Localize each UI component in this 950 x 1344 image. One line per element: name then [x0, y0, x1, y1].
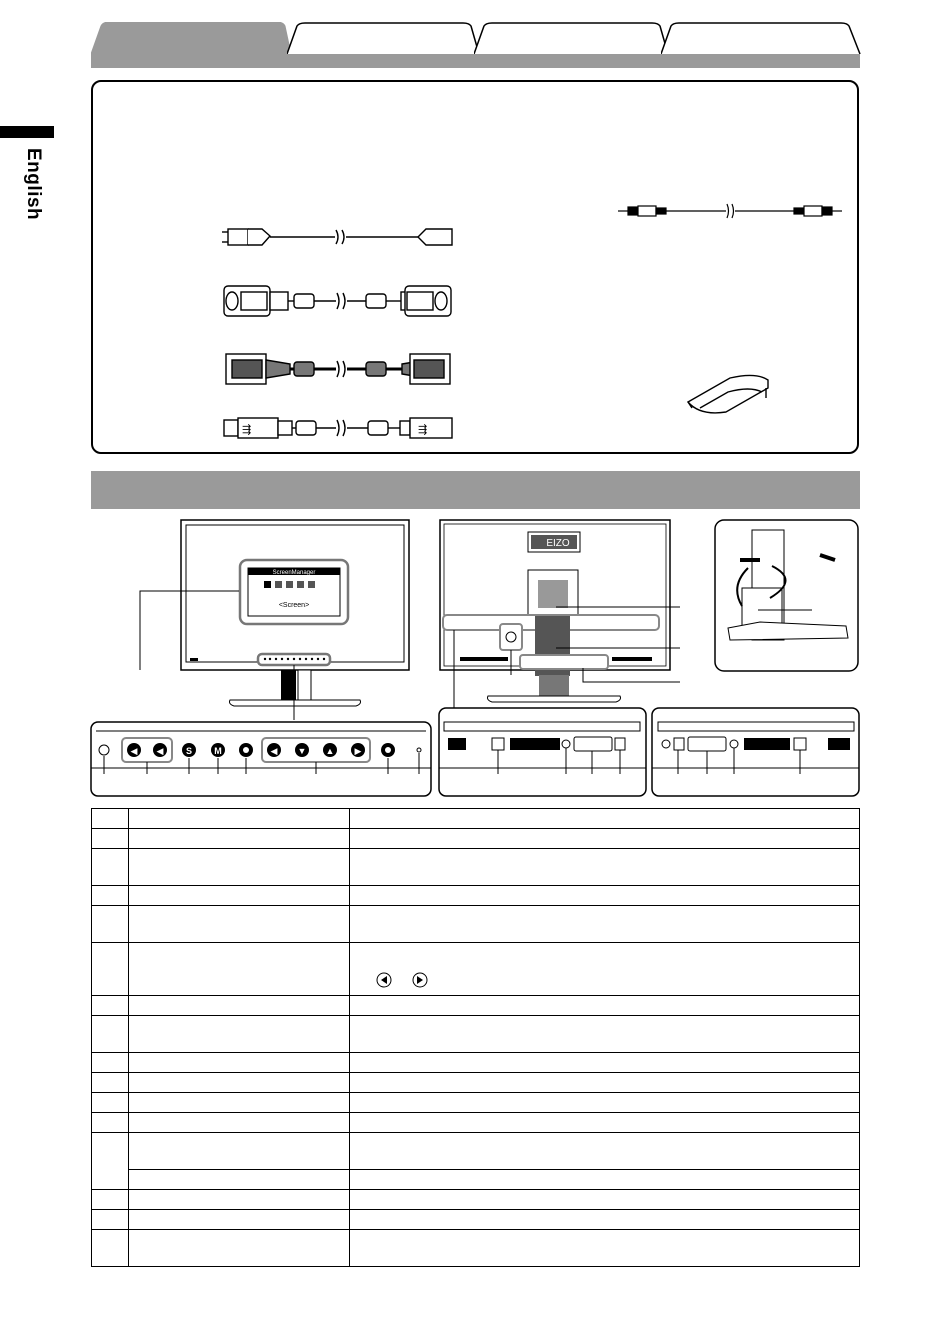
dvi-cable-icon: [224, 286, 451, 316]
table-row: [92, 1113, 860, 1133]
table-row: [92, 1190, 860, 1210]
svg-text:⇶: ⇶: [242, 424, 252, 436]
controls-section-header: [91, 471, 860, 509]
svg-text:◀: ◀: [270, 746, 278, 756]
table-row: [92, 1073, 860, 1093]
svg-text:S: S: [185, 746, 193, 756]
package-illustrations: [0, 0, 950, 470]
front-monitor-illustration: [140, 520, 409, 720]
svg-text:◀: ◀: [130, 746, 138, 756]
audio-cable-icon: [618, 204, 842, 218]
table-row: [92, 1093, 860, 1113]
back-monitor-illustration: [440, 520, 680, 708]
table-row: [92, 886, 860, 906]
controls-table: [91, 808, 860, 1267]
table-row: [92, 996, 860, 1016]
table-row: [92, 1230, 860, 1267]
arrow-buttons-inline: [376, 972, 436, 988]
svg-text:▼: ▼: [297, 746, 307, 756]
table-row: [92, 1133, 860, 1170]
rear-port-strip-2: [652, 708, 859, 796]
monitor-diagrams: [0, 510, 950, 800]
table-row: [92, 809, 860, 829]
front-button-strip: [91, 722, 431, 796]
table-row: [92, 1210, 860, 1230]
rear-port-strip-1: [439, 708, 646, 796]
svg-text:▲: ▲: [325, 746, 335, 756]
svg-text:◀: ◀: [156, 746, 164, 756]
d-sub-cable-icon: [226, 354, 450, 384]
screen-manager-title: ScreenManager: [272, 570, 316, 576]
table-row: [92, 906, 860, 943]
table-row: [92, 849, 860, 886]
language-label: English: [23, 148, 44, 221]
table-row: [92, 1170, 860, 1190]
usb-cable-icon: [224, 418, 452, 438]
svg-text:⇶: ⇶: [418, 424, 428, 436]
cable-cover-icon: [688, 375, 768, 412]
brand-logo: EIZO: [546, 538, 570, 549]
table-row: [92, 1016, 860, 1053]
table-row: [92, 943, 860, 996]
table-row: [92, 1053, 860, 1073]
power-cord-icon: [222, 229, 452, 245]
table-row: [92, 829, 860, 849]
svg-text:M: M: [214, 746, 222, 756]
cable-cover-inset: [715, 520, 858, 671]
screen-manager-menu: <Screen>: [278, 602, 310, 609]
svg-text:▶: ▶: [354, 746, 362, 756]
